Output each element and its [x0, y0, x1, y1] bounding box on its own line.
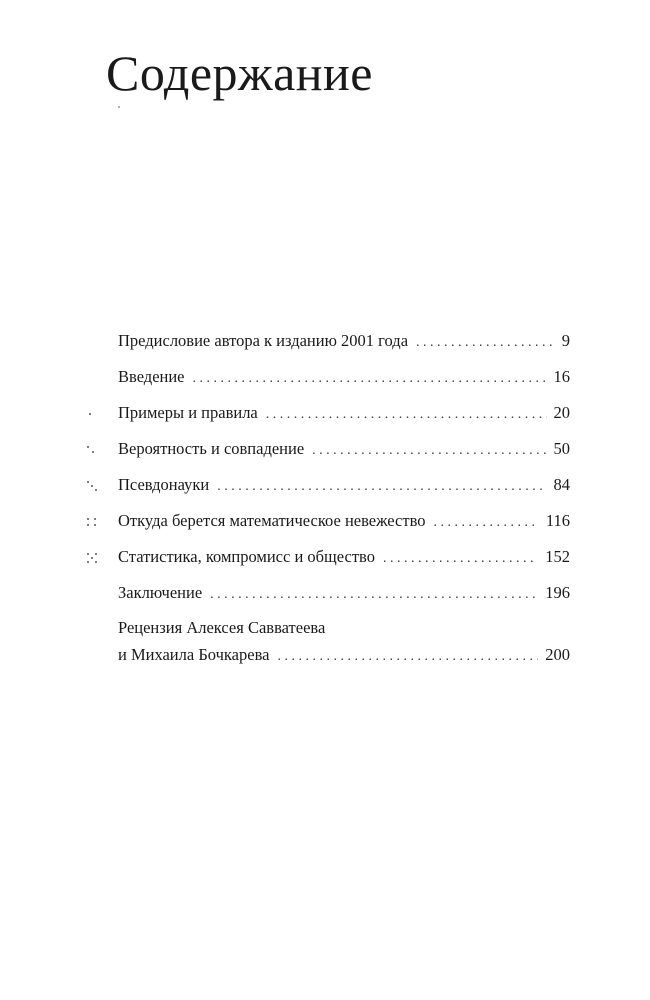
toc-entry-label-line2: и Михаила Бочкарева	[118, 645, 270, 664]
toc-entry-preface[interactable]	[118, 323, 570, 359]
print-speck	[118, 106, 120, 108]
dot-leader	[277, 643, 538, 670]
chapter-marker-five-dots-icon	[87, 553, 99, 563]
dot-leader	[193, 361, 547, 397]
toc-entry-page: 50	[553, 439, 570, 458]
toc-entry-page: 20	[553, 403, 570, 422]
toc-entry-chapter-1[interactable]	[118, 395, 570, 431]
toc-entry-label: Статистика, компромисс и общество	[118, 547, 375, 566]
dot-leader	[312, 433, 546, 469]
dot-leader	[416, 325, 555, 361]
dot-leader	[383, 541, 538, 577]
dot-leader	[210, 577, 538, 613]
toc-entry-conclusion[interactable]	[118, 575, 570, 611]
toc-entry-review[interactable]	[118, 614, 570, 676]
toc-entry-label: Примеры и правила	[118, 403, 258, 422]
toc-entry-label: Псевдонауки	[118, 475, 210, 494]
toc-entry-label: Предисловие автора к изданию 2001 года	[118, 331, 409, 350]
toc-entry-page: 116	[545, 511, 570, 530]
toc-entry-introduction[interactable]	[118, 359, 570, 395]
toc-entry-label-line1: Рецензия Алексея Савватеева	[118, 618, 326, 637]
toc-entry-label: Введение	[118, 367, 185, 386]
dot-leader	[266, 397, 547, 433]
toc-entry-chapter-5[interactable]	[118, 539, 570, 575]
dot-leader	[217, 469, 546, 505]
toc-entry-label: Откуда берется математическое невежество	[118, 511, 426, 530]
toc-entry-chapter-3[interactable]	[118, 467, 570, 503]
toc-entry-label: Заключение	[118, 583, 203, 602]
chapter-marker-three-dots-icon	[87, 481, 99, 491]
toc-entry-page: 152	[545, 547, 570, 566]
chapter-marker-two-dots-icon	[87, 445, 99, 455]
toc-entry-chapter-2[interactable]	[118, 431, 570, 467]
toc-entry-label: Вероятность и совпадение	[118, 439, 305, 458]
toc-entry-page: 196	[545, 583, 570, 602]
chapter-marker-one-dot-icon	[87, 409, 99, 419]
toc-entry-page: 9	[561, 331, 570, 350]
toc-entry-page: 200	[545, 645, 570, 664]
toc-entry-chapter-4[interactable]	[118, 503, 570, 539]
page-title: Содержание	[106, 45, 373, 101]
toc-entry-page: 84	[553, 475, 570, 494]
toc-entry-page: 16	[553, 367, 570, 386]
chapter-marker-four-dots-icon	[87, 517, 99, 527]
table-of-contents	[118, 323, 570, 676]
dot-leader	[434, 505, 539, 541]
